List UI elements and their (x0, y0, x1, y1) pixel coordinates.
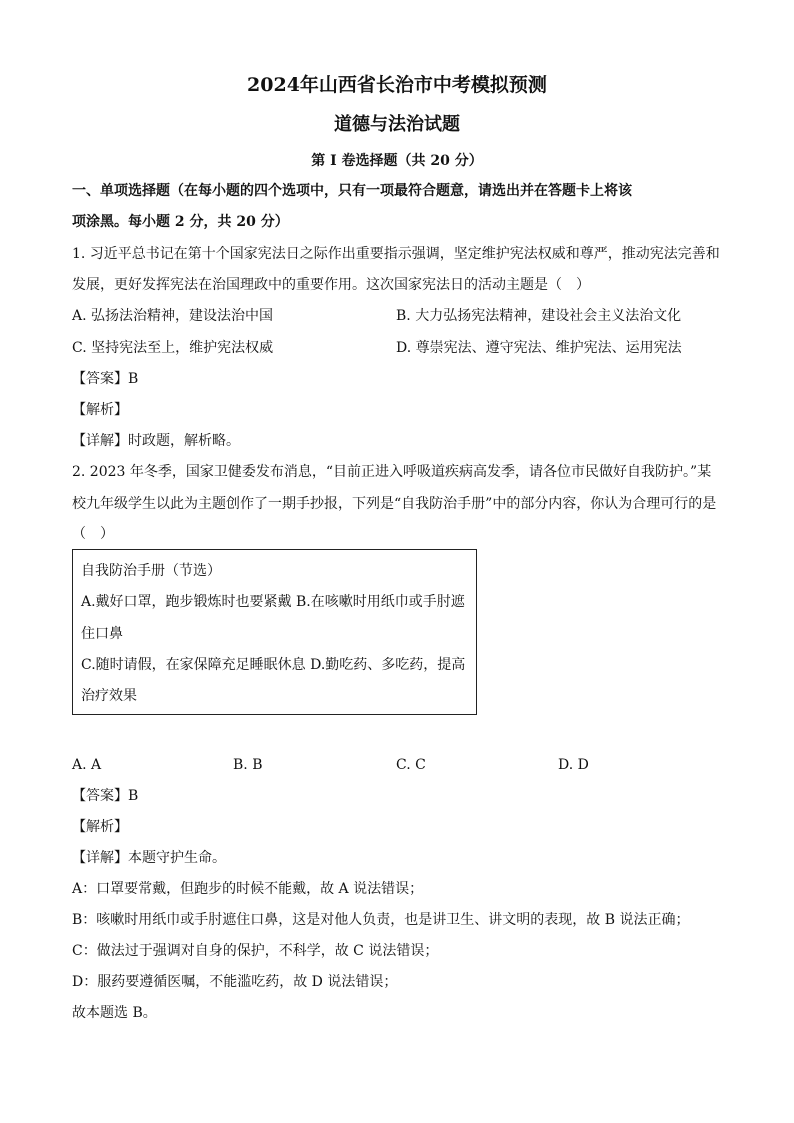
q2-option-a: A. A (72, 757, 102, 773)
q1-option-c: C. 坚持宪法至上，维护宪法权威 (72, 340, 274, 356)
self-care-handbook-box (72, 549, 477, 715)
q2-conclusion: 故本题选 B。 (72, 1005, 157, 1021)
q1-option-b: B. 大力弘扬宪法精神，建设社会主义法治文化 (396, 308, 682, 324)
q2-option-c: C. C (396, 757, 426, 773)
q2-answer: 【答案】B (72, 788, 139, 804)
q2-option-d: D. D (558, 757, 589, 773)
q2-stem-line-1: 2. 2023 年冬季，国家卫健委发布消息，“目前正进入呼吸道疾病高发季，请各位市民做好自我防护。”某 (72, 464, 712, 480)
q1-detail: 【详解】时政题，解析略。 (72, 433, 240, 449)
q1-option-a: A. 弘扬法治精神，建设法治中国 (72, 308, 274, 324)
q1-stem-line-1: 1. 习近平总书记在第十个国家宪法日之际作出重要指示强调，坚定维护宪法权威和尊严，推动宪法完善和 (72, 246, 720, 262)
handbook-line-4: 治疗效果 (81, 688, 137, 704)
subject-title: 道德与法治试题 (334, 114, 460, 135)
q1-analysis-label: 【解析】 (72, 402, 128, 418)
handbook-line-1: A.戴好口罩，跑步锻炼时也要紧戴 B.在咳嗽时用纸巾或手肘遮 (81, 594, 465, 610)
handbook-title: 自我防治手册（节选） (81, 563, 221, 579)
q2-explanation-c: C：做法过于强调对自身的保护，不科学，故 C 说法错误； (72, 943, 439, 959)
q2-analysis-label: 【解析】 (72, 819, 128, 835)
q1-answer: 【答案】B (72, 371, 139, 387)
exam-title: 2024年山西省长治市中考模拟预测 (247, 74, 547, 96)
section-heading-line-1: 一、单项选择题（在每小题的四个选项中，只有一项最符合题意，请选出并在答题卡上将该 (72, 183, 632, 199)
q1-option-d: D. 尊崇宪法、遵守宪法、维护宪法、运用宪法 (396, 340, 682, 356)
q2-explanation-d: D：服药要遵循医嘱，不能滥吃药，故 D 说法错误； (72, 974, 398, 990)
q2-explanation-b: B：咳嗽时用纸巾或手肘遮住口鼻，这是对他人负责，也是讲卫生、讲文明的表现，故 B 说法正确； (72, 912, 690, 928)
handbook-line-3: C.随时请假，在家保障充足睡眠休息 D.勤吃药、多吃药，提高 (81, 657, 466, 673)
q2-option-b: B. B (233, 757, 263, 773)
section-heading-line-2: 项涂黑。每小题 2 分，共 20 分） (72, 214, 289, 230)
volume-title: 第 I 卷选择题（共 20 分） (311, 153, 483, 169)
q1-stem-line-2: 发展，更好发挥宪法在治国理政中的重要作用。这次国家宪法日的活动主题是（ ） (72, 277, 590, 293)
q2-stem-line-2: 校九年级学生以此为主题创作了一期手抄报，下列是“自我防治手册”中的部分内容，你认为合理可行的是 (72, 496, 717, 512)
handbook-line-2: 住口鼻 (81, 626, 123, 642)
q2-explanation-a: A：口罩要常戴，但跑步的时候不能戴，故 A 说法错误； (72, 881, 424, 897)
q2-stem-line-3: （ ） (72, 526, 114, 542)
q2-detail: 【详解】本题守护生命。 (72, 850, 226, 866)
